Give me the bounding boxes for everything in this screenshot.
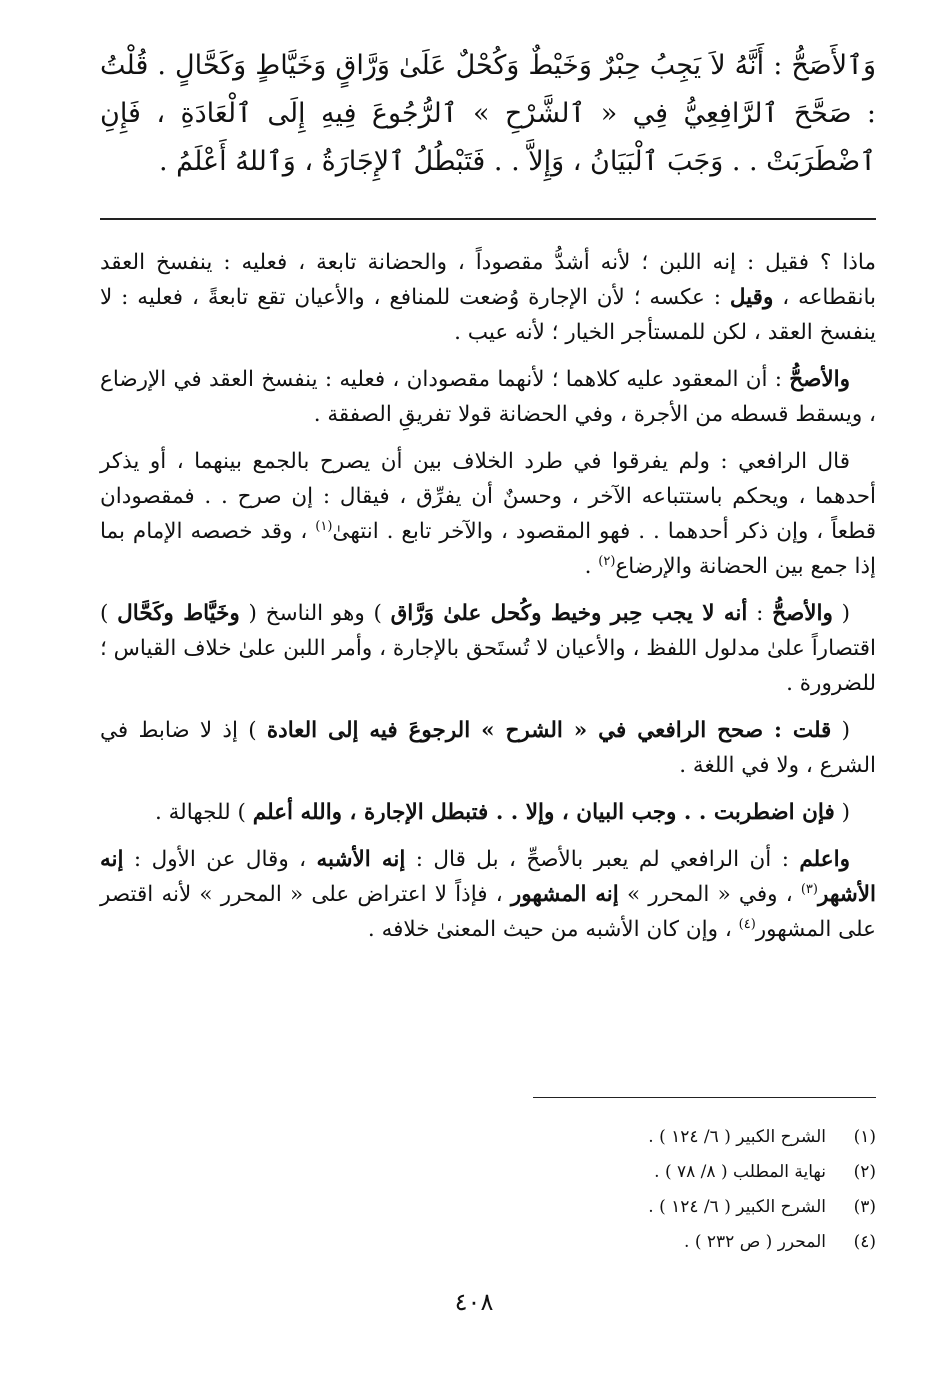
bold-term: إنه الأشبه [316,847,406,872]
footnote-text: المحرر ( ص ٢٣٢ ) . [684,1232,826,1252]
footnote-text: نهاية المطلب ( ٨/ ٧٨ ) . [654,1162,826,1182]
footnote-ref[interactable]: (٤) [738,916,756,932]
matn-text-block [100,42,876,186]
commentary-paragraph-5 [100,713,876,783]
bold-quote: أنه لا يجب حِبر وخيط وكُحل علىٰ وَرَّاق [390,601,748,626]
commentary-block [100,245,876,959]
text-run: : أن الرافعي لم يعبر بالأصحِّ ، بل قال : [405,847,800,872]
text-run: قال الرافعي : ولم يفرقوا في طرد الخلاف بين أن يصرح بالجمع بينهما ، أو يذكر أحدهما ، ويحكم باستتباعه الآخر ، وحسنٌ أن يفرِّق ، فيقال : إن صرح . . فمقصودان قطعاً ، وإن ذكر أحدهما . . فهو المقصود ، والآخر تابع . انتهىٰ [100,449,876,544]
text-run: : أن المعقود عليه كلاهما ؛ لأنهما مقصودان ، فعليه : ينفسخ العقد في الإرضاع ، ويسقط قسطه من الأجرة ، وفي الحضانة قولا تفريقِ الصفقة . [100,367,876,427]
bold-term: والأصحُّ [789,367,850,392]
bold-term: وقيل [729,285,774,310]
commentary-paragraph-1 [100,245,876,350]
footnote-ref[interactable]: (٣) [800,881,818,897]
commentary-paragraph-3 [100,444,876,584]
matn-paragraph: وَٱلأَصَحُّ : أَنَّهُ لاَ يَجِبُ حِبْرٌ وَخَيْطٌ وَكُحْلٌ عَلَىٰ وَرَّاقٍ وَخَيَّاطٍ وَكَحَّالٍ . قُلْتُ : صَحَّحَ ٱلرَّافِعِيُّ فِي « ٱلشَّرْحِ » ٱلرُّجُوعَ فِيهِ إِلَى ٱلْعَادَةِ ، فَإِنِ ٱضْطَرَبَتْ . . وَجَبَ ٱلْبَيَانُ ، وَإِلاَّ . . فَتَبْطُلُ ٱلإِجَارَةُ ، وَٱللهُ أَعْلَمُ . [100,50,876,177]
commentary-paragraph-6 [100,795,876,830]
text-run: ) للجهالة . [154,800,253,825]
footnote-item [500,1225,876,1260]
text-run: ( [834,800,850,825]
footnote-divider [533,1097,876,1098]
footnote-item [500,1155,876,1190]
footnote-ref[interactable]: (٢) [598,553,616,569]
bold-term: والأصحُّ [772,601,833,626]
text-run: ( [832,601,850,626]
footnote-text: الشرح الكبير ( ٦/ ١٢٤ ) . [648,1127,826,1147]
footnote-number: (٤) [853,1232,876,1252]
text-run: ) وهو الناسخ ( [239,601,391,626]
footnote-number: (١) [853,1127,876,1147]
text-run: ، وقد خصصه الإمام بما إذا جمع بين الحضانة والإرضاع [100,519,876,579]
bold-term: إنه المشهور [510,882,619,907]
footnote-item [500,1190,876,1225]
footnote-item [500,1120,876,1155]
footnote-number: (٢) [853,1162,876,1182]
text-run: ، وفي « المحرر » [618,882,801,907]
text-run: ) اقتصاراً علىٰ مدلول اللفظ ، والأعيان لا تُستَحق بالإجارة ، وأمر اللبن علىٰ خلاف القياس ؛ للضرورة . [100,601,876,696]
bold-quote: قلت : صحح الرافعي في « الشرح » الرجوعَ فيه إلى العادة [266,718,832,743]
footnotes-list [500,1120,876,1260]
text-run: . [584,554,599,579]
matn-divider [100,218,876,220]
page-number: ٤٠٨ [454,1288,494,1316]
footnote-number: (٣) [853,1197,876,1217]
bold-quote: فإن اضطربت . . وجب البيان ، وإلا . . فتبطل الإجارة ، والله أعلم [252,800,835,825]
footnote-ref[interactable]: (١) [315,518,333,534]
text-run: ( [831,718,850,743]
footnote-text: الشرح الكبير ( ٦/ ١٢٤ ) . [648,1197,826,1217]
bold-term: إنه الأشهر [100,847,876,907]
bold-quote: وخَيَّاط وكَحَّال [117,601,240,626]
text-run: ماذا ؟ فقيل : إنه اللبن ؛ لأنه أشدُّ مقصوداً ، والحضانة تابعة ، فعليه : ينفسخ العقد بانقطاعه ، [100,250,877,310]
commentary-paragraph-4 [100,596,876,701]
text-run: ) إذ لا ضابط في الشرع ، ولا في اللغة . [100,718,876,778]
commentary-paragraph-7 [100,842,876,947]
text-run: : [747,601,773,626]
text-run: ، فإذاً لا اعتراض على « المحرر » لأنه اقتصر على المشهور [100,882,876,942]
commentary-paragraph-2 [100,362,876,432]
text-run: : عكسه ؛ لأن الإجارة وُضعت للمنافع ، والأعيان تقع تابعةً ، فعليه : لا ينفسخ العقد ، لكن للمستأجر الخيار ؛ لأنه عيب . [100,285,876,345]
bold-term: واعلم [799,847,850,872]
text-run: ، وإن كان الأشبه من حيث المعنىٰ خلافه . [367,917,739,942]
text-run: ، وقال عن الأول : [123,847,317,872]
